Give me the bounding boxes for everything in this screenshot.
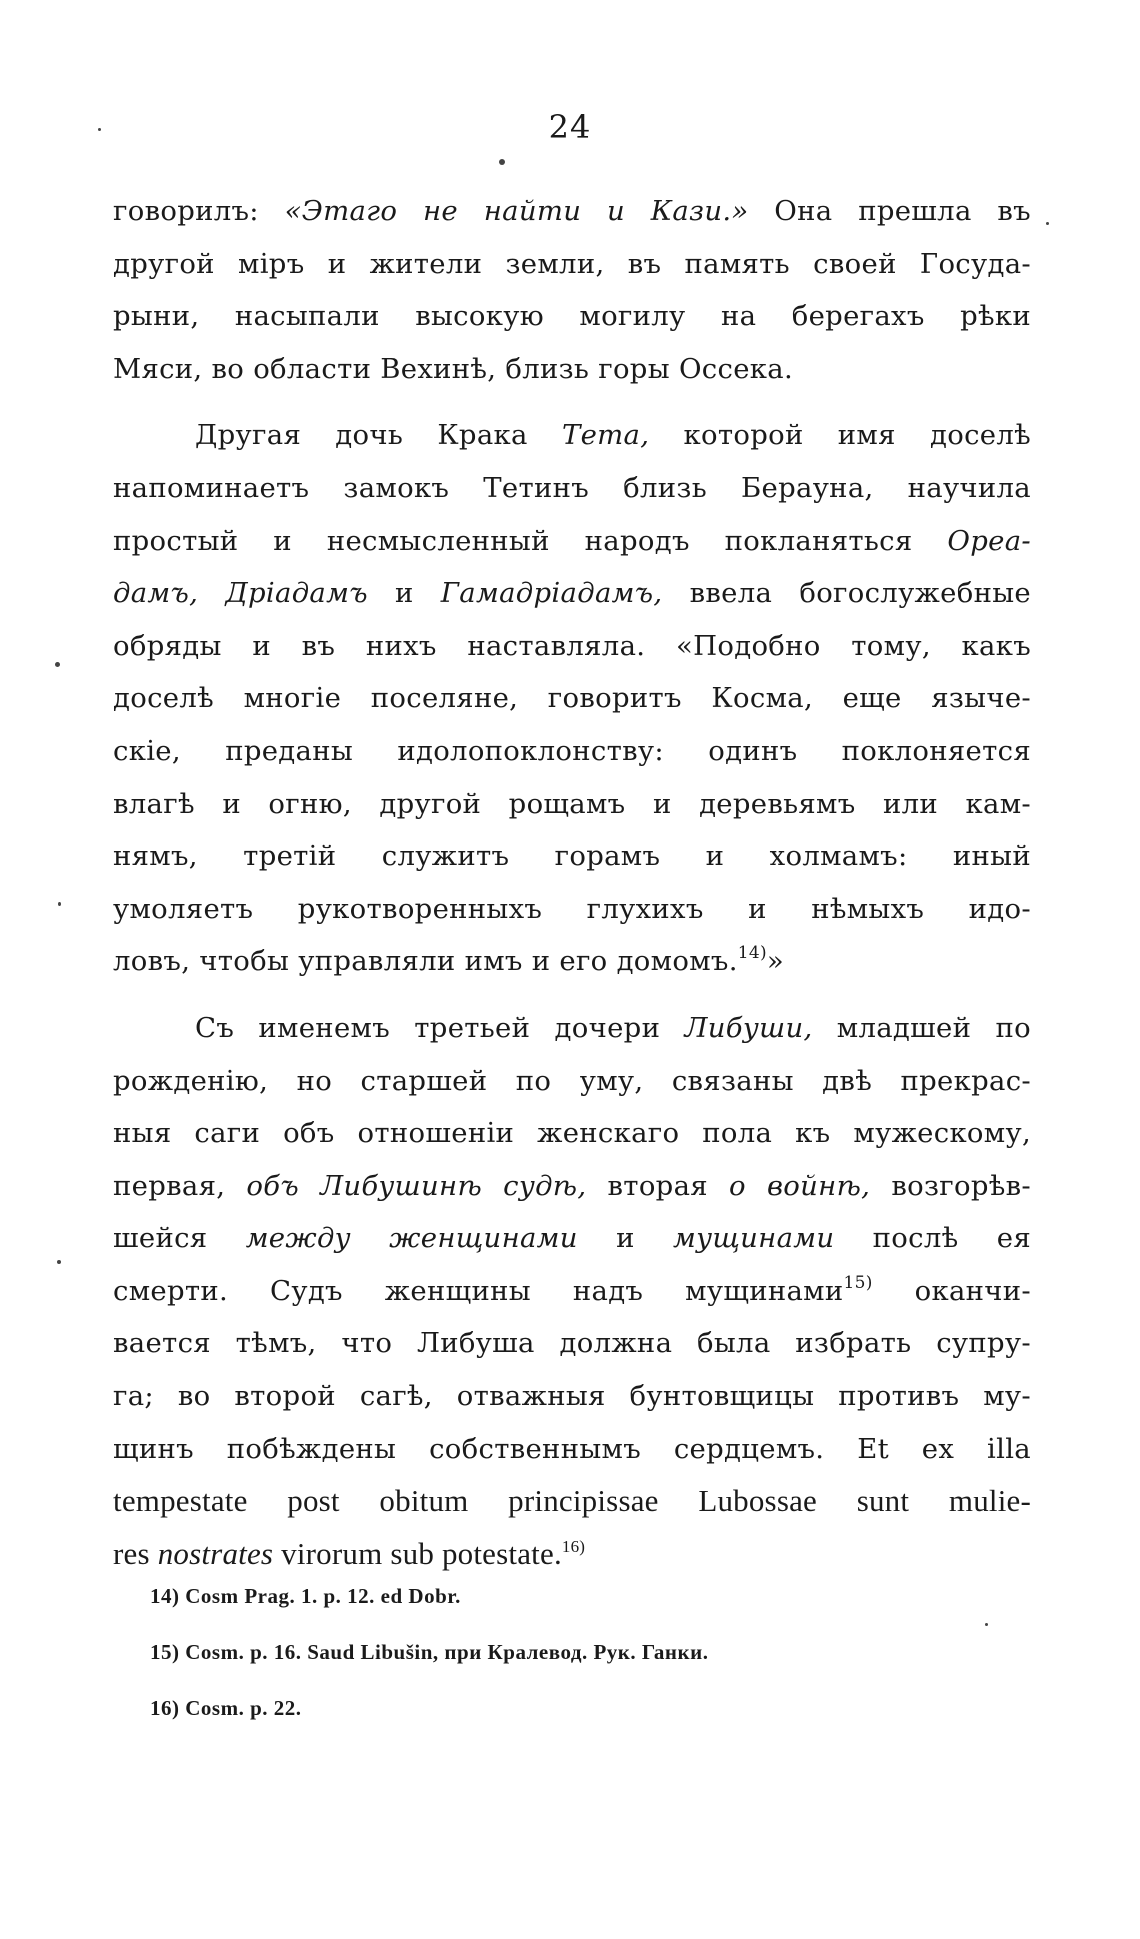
text-run: скіе, преданы идолопоклонству: одинъ поклоняется (113, 734, 1031, 767)
text-run: доселѣ многіе поселяне, говоритъ Косма, еще языче- (113, 682, 1031, 715)
italic-text: мущинами (672, 1222, 835, 1255)
text-run: tempestate post obitum principissae Lubossae sunt mulie- (113, 1483, 1031, 1519)
italic-text: nostrates (157, 1535, 274, 1571)
italic-text: Ореа- (947, 524, 1031, 557)
text-run: рожденію, но старшей по уму, связаны двѣ прекрас- (113, 1064, 1031, 1097)
text-line-12 (113, 778, 1031, 831)
scan-speck (499, 159, 505, 165)
footnote-15: 15) Cosm. p. 16. Saud Libušin, при Кралевод. Рук. Ганки. (150, 1640, 709, 1664)
text-run: virorum sub potestate. (273, 1535, 562, 1571)
text-run: напоминаетъ замокъ Тетинъ близь Бераунa, научила (113, 471, 1031, 504)
text-line-19 (113, 1160, 1031, 1213)
text-line-14 (113, 883, 1031, 936)
text-run: младшей по (812, 1011, 1031, 1044)
page-number: 24 (548, 108, 592, 146)
text-run: и (577, 1222, 673, 1255)
scan-speck (57, 1260, 61, 1264)
scan-speck (985, 1623, 988, 1626)
text-run: простый и несмысленный народъ покланяться (113, 524, 948, 557)
text-line-21 (113, 1265, 1031, 1318)
italic-text: дамъ, Дріадамъ (113, 577, 368, 610)
footnote-ref: 15) (843, 1272, 873, 1293)
text-line-9 (113, 620, 1031, 673)
text-line-3 (113, 290, 1031, 343)
text-line-6 (113, 462, 1031, 515)
italic-text: Гамадріадамъ, (440, 577, 663, 610)
text-run: вторая (586, 1169, 730, 1202)
text-line-11 (113, 725, 1031, 778)
italic-text: Либуши, (684, 1011, 813, 1044)
text-line-22 (113, 1317, 1031, 1370)
text-line-10 (113, 672, 1031, 725)
italic-text: Тета, (561, 419, 650, 452)
text-run: первая, (113, 1169, 247, 1202)
italic-text: между женщинами (245, 1222, 578, 1255)
text-run: Другая дочь Крака (195, 419, 562, 452)
text-run: res (113, 1535, 158, 1571)
text-run: смерти. Судъ женщины надъ мущинами (113, 1274, 844, 1307)
text-line-2 (113, 238, 1031, 291)
text-run: ныя саги объ отношеніи женскаго пола къ мужескому, (113, 1117, 1031, 1150)
text-run: влагѣ и огню, другой рощамъ и деревьямъ или кам- (113, 787, 1031, 820)
italic-text: «Этаго не найти и Кази.» (284, 195, 749, 227)
text-line-25 (113, 1475, 1031, 1528)
scan-speck (1046, 222, 1049, 225)
text-line-15 (113, 935, 1031, 988)
text-run: рыни, насыпали высокую могилу на берегахъ рѣки (113, 300, 1031, 333)
text-run: ловъ, чтобы управляли имъ и его домомъ. (113, 945, 738, 978)
text-run: и (367, 577, 441, 610)
text-line-24 (113, 1423, 1031, 1476)
text-run: говорилъ: (113, 195, 285, 227)
text-line-7 (113, 515, 1031, 568)
text-run: вается тѣмъ, что Либуша должна была избрать супру- (113, 1327, 1031, 1360)
text-run: Она прешла въ (748, 195, 1031, 227)
text-run: послѣ ея (834, 1222, 1031, 1255)
text-line-18 (113, 1107, 1031, 1160)
text-line-20 (113, 1212, 1031, 1265)
italic-text: о войнѣ, (729, 1169, 871, 1202)
text-run: которой имя доселѣ (649, 419, 1031, 452)
footnote-ref: 16) (561, 1536, 586, 1556)
text-run: Съ именемъ третьей дочери (195, 1011, 685, 1044)
text-line-1 (113, 185, 1031, 238)
text-line-16 (113, 1002, 1031, 1055)
footnote-16: 16) Cosm. p. 22. (150, 1696, 302, 1720)
text-run: обряды и въ нихъ наставляла. «Подобно тому, какъ (113, 629, 1031, 662)
body-text (113, 185, 1031, 1580)
scan-speck (55, 662, 60, 667)
text-run: га; во второй сагѣ, отважныя бунтовщицы противъ му- (113, 1380, 1031, 1413)
text-run: шейся (113, 1222, 246, 1255)
text-run: » (766, 945, 785, 978)
text-line-23 (113, 1370, 1031, 1423)
text-run: другой міръ и жители земли, въ память своей Госуда- (113, 247, 1031, 280)
text-line-5 (113, 409, 1031, 462)
footnote-14: 14) Cosm Prag. 1. p. 12. ed Dobr. (150, 1584, 461, 1608)
text-line-4 (113, 343, 1031, 396)
text-run: умоляетъ рукотворенныхъ глухихъ и нѣмыхъ идо- (113, 892, 1031, 925)
text-line-17 (113, 1055, 1031, 1108)
scan-speck (58, 902, 61, 906)
text-run: Мяси, во области Вехинѣ, близь горы Оссека. (113, 352, 793, 385)
text-line-8 (113, 567, 1031, 620)
text-run: нямъ, третій служитъ горамъ и холмамъ: иный (113, 840, 1031, 873)
text-run: щинъ побѣждены собственнымъ сердцемъ. Et ex illa (113, 1432, 1031, 1465)
text-run: возгорѣв- (870, 1169, 1031, 1202)
footnotes (150, 1568, 1010, 1736)
scan-speck (98, 128, 101, 131)
footnote-ref: 14) (737, 943, 767, 964)
text-run: оканчи- (872, 1274, 1031, 1307)
italic-text: объ Либушинѣ судѣ, (246, 1169, 587, 1202)
text-line-13 (113, 830, 1031, 883)
text-run: ввела богослужебные (662, 577, 1031, 610)
